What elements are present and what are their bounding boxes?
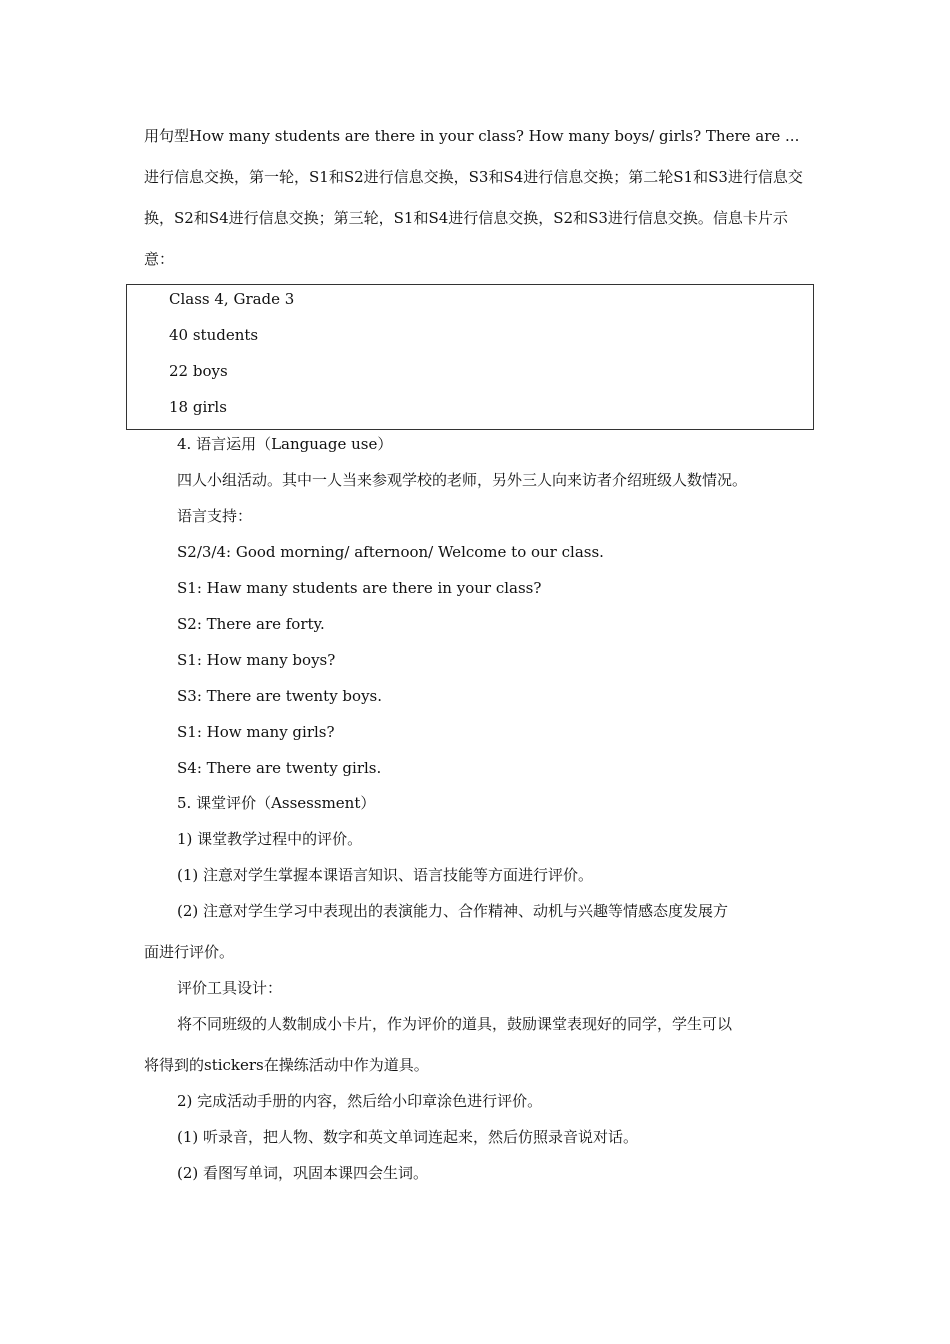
section4-activity: 四人小组活动。其中一人当来参观学校的老师，另外三人向来访者介绍班级人数情况。 (177, 471, 748, 489)
support-label: 语言支持： (177, 507, 253, 525)
tool-text-cont: 将得到的stickers在操练活动中作为道具。 (144, 1056, 429, 1074)
dialogue-line: S1: How many girls? (177, 723, 335, 741)
dialogue-line: S4: There are twenty girls. (177, 759, 382, 777)
assessment-item-1b: (2) 注意对学生学习中表现出的表演能力、合作精神、动机与兴趣等情感态度发展方 (177, 902, 729, 920)
tool-label: 评价工具设计： (177, 979, 283, 997)
card-line-class: Class 4, Grade 3 (169, 290, 295, 308)
tool-text: 将不同班级的人数制成小卡片，作为评价的道具，鼓励课堂表现好的同学，学生可以 (177, 1015, 733, 1033)
card-line-girls: 18 girls (169, 398, 227, 416)
assessment-item-2b: (2) 看图写单词，巩固本课四会生词。 (177, 1164, 429, 1182)
assessment-item-1b-cont: 面进行评价。 (144, 943, 235, 961)
card-line-boys: 22 boys (169, 362, 228, 380)
assessment-item-1a: (1) 注意对学生掌握本课语言知识、语言技能等方面进行评价。 (177, 866, 594, 884)
dialogue-line: S1: How many boys? (177, 651, 336, 669)
dialogue-line: S3: There are twenty boys. (177, 687, 383, 705)
assessment-item-2a: (1) 听录音，把人物、数字和英文单词连起来，然后仿照录音说对话。 (177, 1128, 639, 1146)
dialogue-line: S2: There are forty. (177, 615, 325, 633)
card-line-students: 40 students (169, 326, 259, 344)
section5-heading: 5. 课堂评价（Assessment） (177, 794, 376, 812)
assessment-item-1: 1) 课堂教学过程中的评价。 (177, 830, 363, 848)
dialogue-line: S1: Haw many students are there in your class? (177, 579, 542, 597)
dialogue-line: S2/3/4: Good morning/ afternoon/ Welcome to our class. (177, 543, 604, 561)
section4-heading: 4. 语言运用（Language use） (177, 435, 393, 453)
assessment-item-2: 2) 完成活动手册的内容，然后给小印章涂色进行评价。 (177, 1092, 543, 1110)
intro-paragraph: 用句型How many students are there in your class? How many boys/ girls? There are ...进行信息交换，第一轮，S1和S2进行信息交换，S3和S4进行信息交换；第二轮S1和S3进行信息交换，S2和S4进行信息交换；第三轮，S1和S4进行信息交换，S2和S3进行信息交换。信息卡片示意： (144, 127, 803, 268)
info-card (126, 284, 814, 430)
